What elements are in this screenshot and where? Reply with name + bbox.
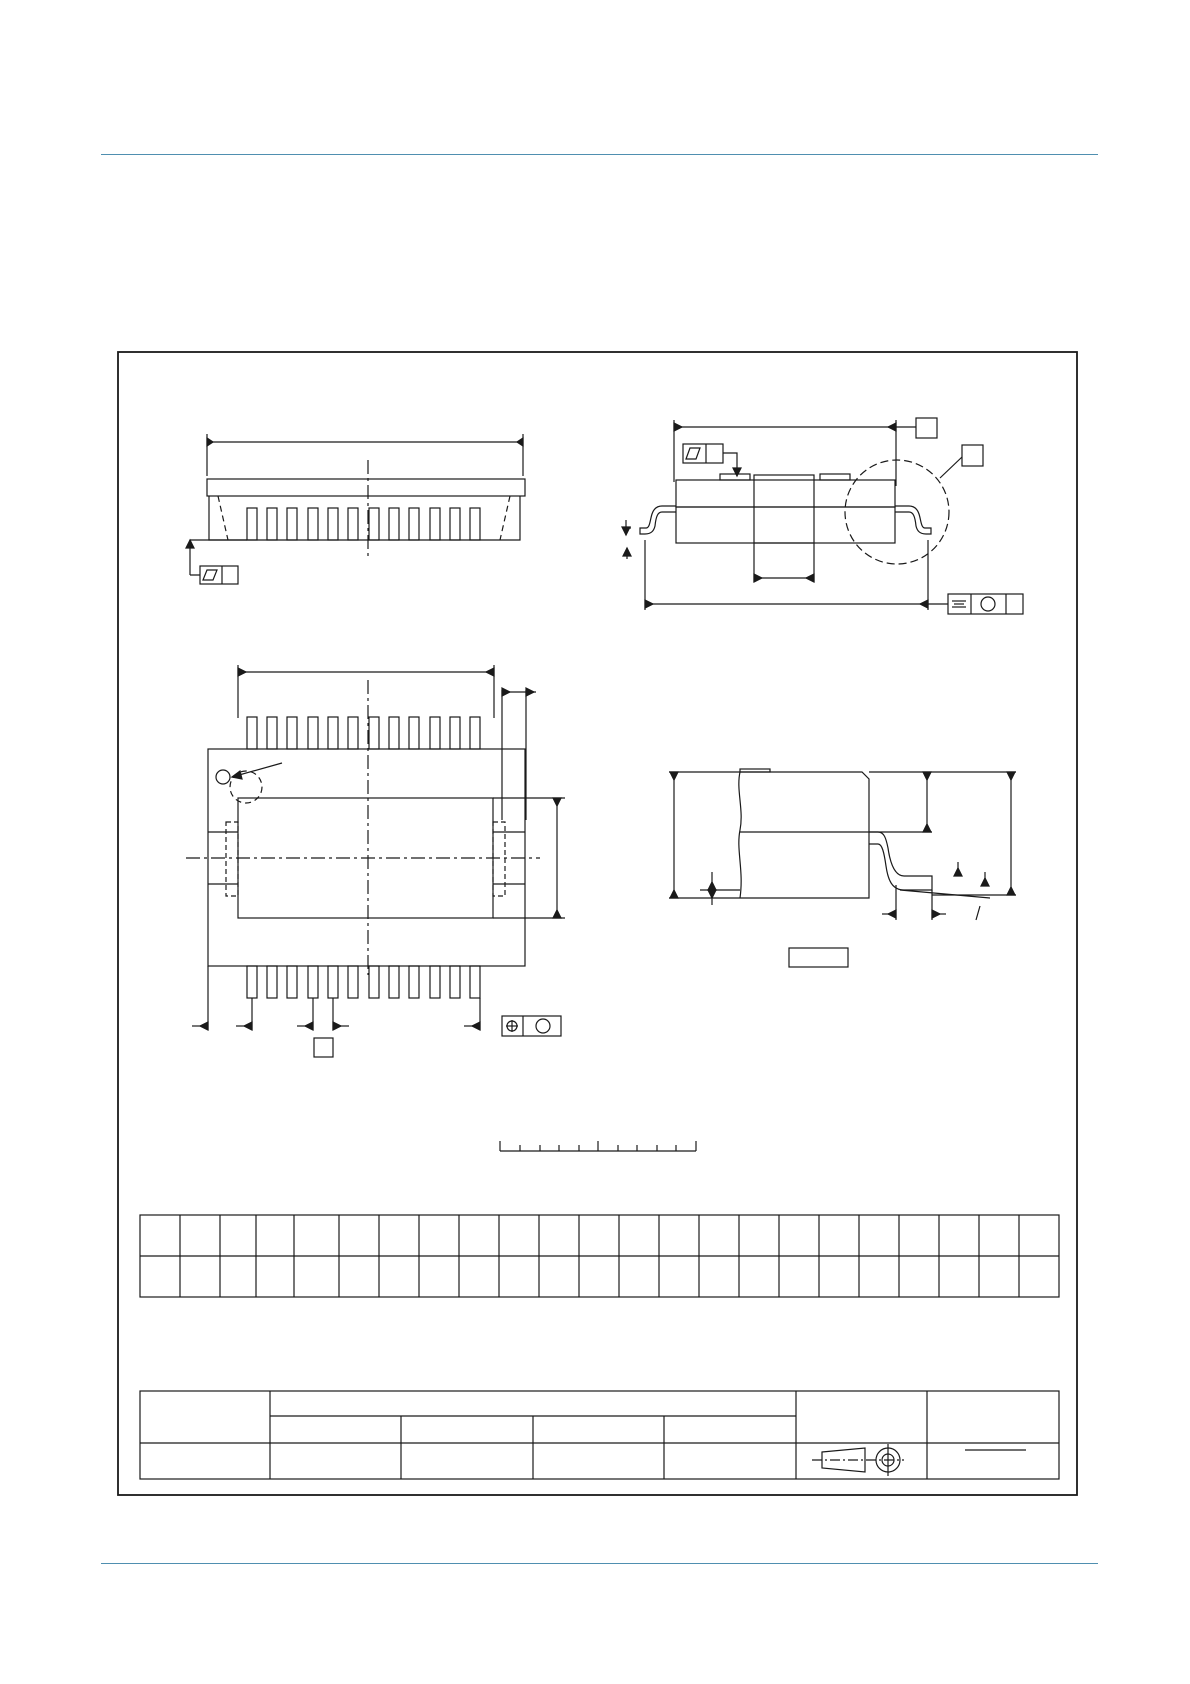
top-leads-upper (247, 717, 480, 749)
drawing-frame (118, 352, 1077, 1495)
side-body-top (207, 479, 525, 496)
datum-box-top (916, 418, 937, 438)
dimension-table (140, 1215, 1059, 1297)
flatness-icon (200, 566, 238, 584)
top-leads-lower (247, 966, 480, 998)
end-lead-left (640, 506, 676, 534)
top-view (186, 665, 565, 1057)
datum-box-bottom (314, 1038, 333, 1057)
detail-label-box (789, 948, 848, 967)
end-view (622, 418, 1023, 614)
flatness-icon (683, 444, 723, 463)
pin-one-marker (216, 770, 230, 784)
title-block (140, 1391, 1059, 1479)
side-view (186, 434, 525, 584)
symmetry-icon (928, 594, 1023, 614)
detail-ref-box (962, 445, 983, 466)
end-body-top (676, 480, 895, 507)
end-body-bottom (676, 507, 895, 543)
end-lead-right (895, 506, 931, 534)
position-icon (502, 1016, 561, 1036)
side-body-bottom (209, 496, 520, 540)
scale-bar (500, 1141, 696, 1151)
side-leads (247, 508, 480, 540)
detail-view (669, 769, 1016, 967)
first-angle-projection-icon (812, 1444, 904, 1476)
